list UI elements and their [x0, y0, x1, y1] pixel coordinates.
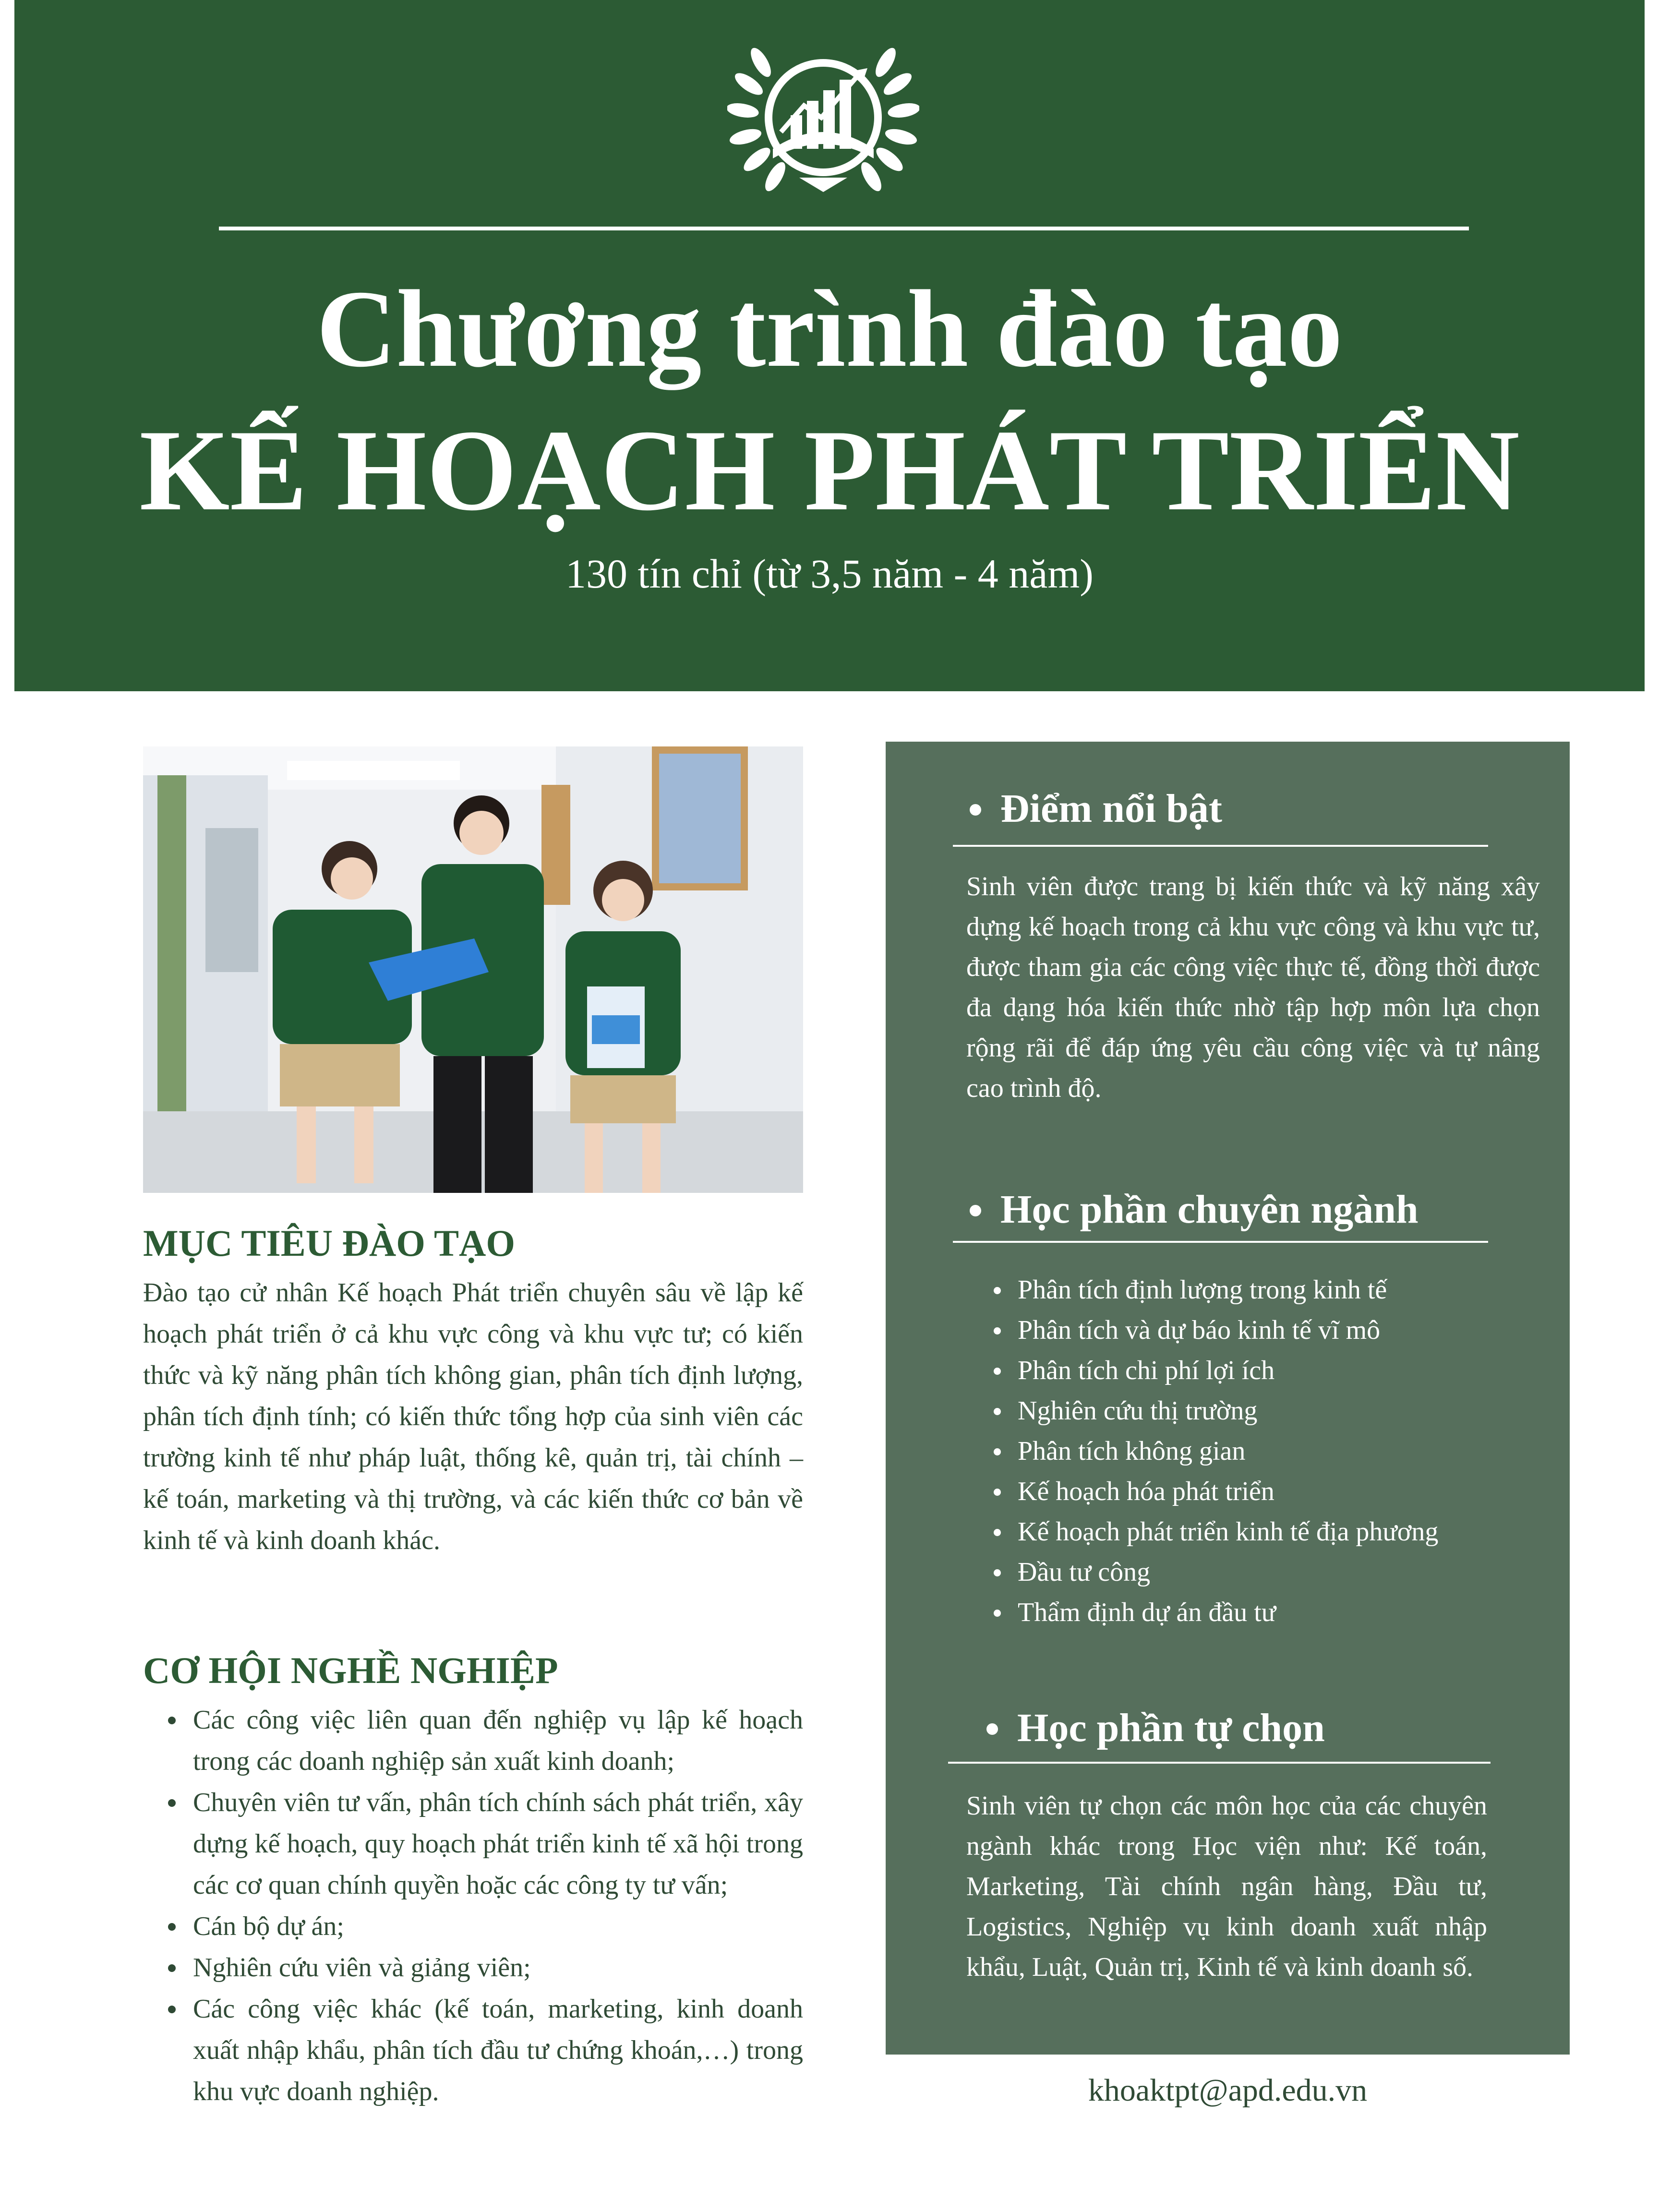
- list-item: Chuyên viên tư vấn, phân tích chính sách phát triển, xây dựng kế hoạch, quy hoạch phát triển kinh tế xã hội trong các cơ quan chính quyền hoặc các công ty tư vấn;: [143, 1782, 803, 1906]
- list-item: Đầu tư công: [994, 1552, 1438, 1592]
- list-item: Thẩm định dự án đầu tư: [994, 1592, 1438, 1633]
- bullet-icon: [970, 804, 981, 816]
- careers-list: [143, 1699, 803, 2112]
- list-item: Phân tích chi phí lợi ích: [994, 1350, 1438, 1391]
- objectives-text: Đào tạo cử nhân Kế hoạch Phát triển chuyên sâu về lập kế hoạch phát triển ở cả khu vực công và khu vực tư; có kiến thức và kỹ năng phân tích không gian, phân tích định lượng, phân tích định tính; có kiến thức tổng hợp của sinh viên các trường kinh tế như pháp luật, thống kê, quản trị, tài chính – kế toán, marketing và thị trường, và các kiến thức cơ bản về kinh tế và kinh doanh khác.: [143, 1278, 803, 1555]
- page-title: Chương trình đào tạo: [316, 267, 1343, 390]
- list-item: Kế hoạch hóa phát triển: [994, 1471, 1438, 1512]
- students-illustration: [143, 746, 803, 1193]
- bullet-icon: [970, 1205, 981, 1216]
- program-credits: 130 tín chỉ (từ 3,5 năm - 4 năm): [565, 551, 1094, 597]
- bullet-icon: [986, 1723, 998, 1735]
- header-divider: [219, 227, 1469, 230]
- program-info-panel: [886, 742, 1570, 2055]
- students-photo: [143, 746, 803, 1193]
- list-item: Kế hoạch phát triển kinh tế địa phương: [994, 1512, 1438, 1552]
- highlights-text: Sinh viên được trang bị kiến thức và kỹ năng xây dựng kế hoạch trong cả khu vực công và khu vực tư, được tham gia các công việc thực tế, đồng thời được đa dạng hóa kiến thức nhờ tập hợp môn lựa chọn rộng rãi để đáp ứng yêu cầu công việc và tự nâng cao trình độ.: [966, 872, 1540, 1103]
- list-item: Phân tích và dự báo kinh tế vĩ mô: [994, 1310, 1438, 1350]
- electives-title: Học phần tự chọn: [986, 1704, 1325, 1752]
- list-item: Phân tích không gian: [994, 1431, 1438, 1471]
- contact-email[interactable]: khoaktpt@apd.edu.vn: [1088, 2073, 1368, 2108]
- program-name: KẾ HOẠCH PHÁT TRIỂN: [139, 406, 1520, 535]
- list-item: Nghiên cứu thị trường: [994, 1391, 1438, 1431]
- list-item: Nghiên cứu viên và giảng viên;: [143, 1947, 803, 1988]
- highlights-divider: [953, 845, 1488, 847]
- list-item: Các công việc khác (kế toán, marketing, kinh doanh xuất nhập khẩu, phân tích đầu tư chứng khoán,…) trong khu vực doanh nghiệp.: [143, 1988, 803, 2112]
- highlights-title: Điểm nổi bật: [970, 785, 1222, 833]
- electives-divider: [948, 1762, 1491, 1764]
- objectives-title: MỤC TIÊU ĐÀO TẠO: [143, 1222, 516, 1264]
- objectives-section: [143, 1272, 803, 1561]
- list-item: Các công việc liên quan đến nghiệp vụ lập kế hoạch trong các doanh nghiệp sản xuất kinh doanh;: [143, 1699, 803, 1782]
- header-banner: [14, 0, 1645, 691]
- list-item: Phân tích định lượng trong kinh tế: [994, 1270, 1438, 1310]
- electives-text: Sinh viên tự chọn các môn học của các chuyên ngành khác trong Học viện như: Kế toán, Marketing, Tài chính ngân hàng, Đầu tư, Logistics, Nghiệp vụ kinh doanh xuất nhập khẩu, Luật, Quản trị, Kinh tế và kinh doanh số.: [966, 1791, 1487, 1982]
- list-item: Cán bộ dự án;: [143, 1906, 803, 1947]
- faculty-logo: [727, 34, 919, 202]
- careers-title: CƠ HỘI NGHỀ NGHIỆP: [143, 1649, 558, 1691]
- major-courses-divider: [953, 1241, 1488, 1243]
- major-courses-title: Học phần chuyên ngành: [970, 1186, 1419, 1234]
- major-courses-list: [994, 1270, 1438, 1633]
- careers-section: [143, 1699, 803, 2112]
